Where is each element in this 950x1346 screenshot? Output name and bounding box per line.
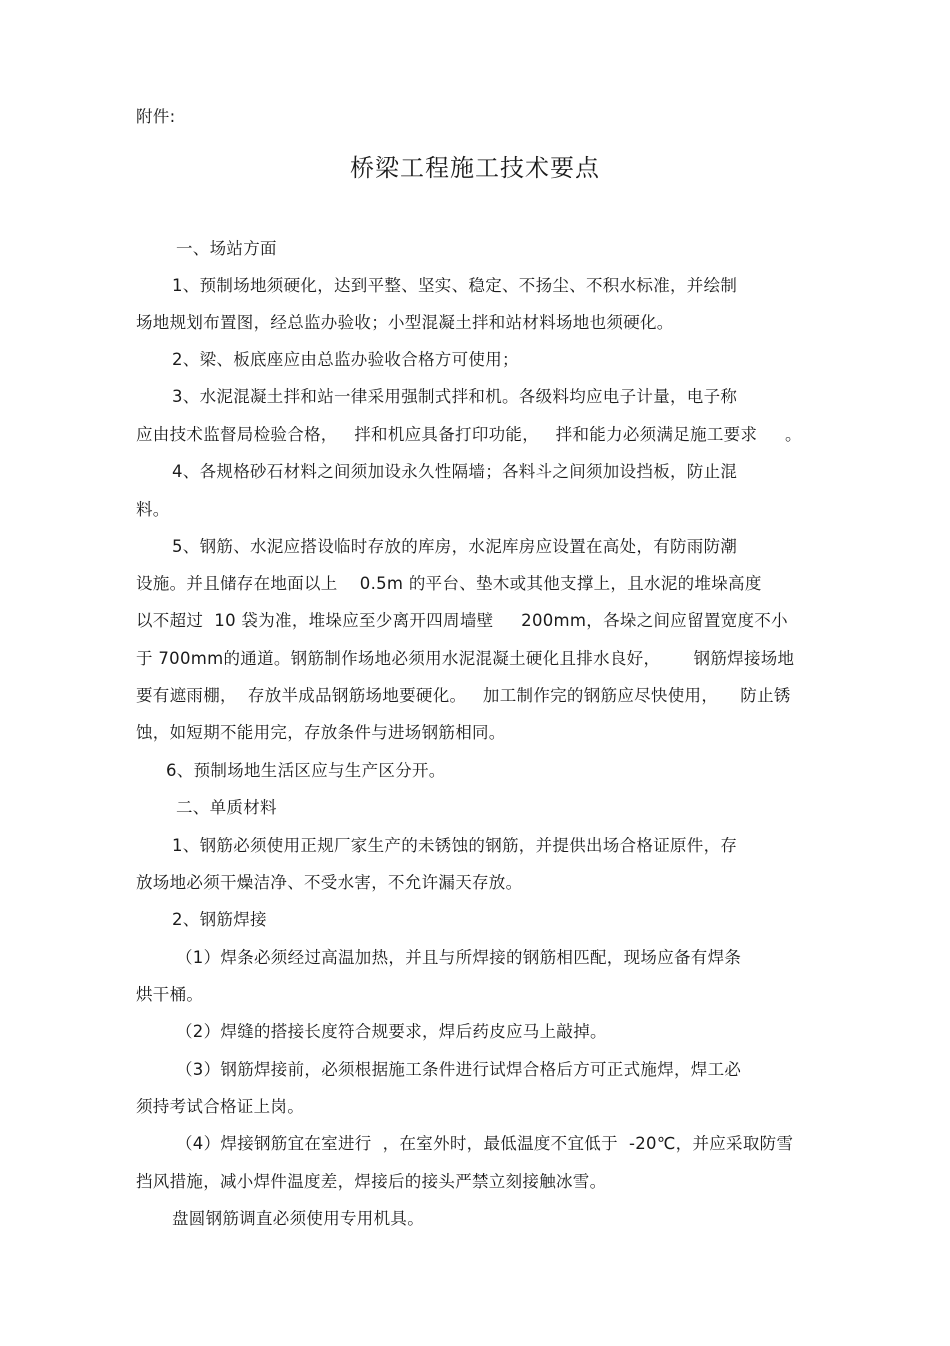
section-heading-site: 一、场站方面 bbox=[176, 239, 277, 258]
paragraph-line: 于 700mm的通道。钢筋制作场地必须用水泥混凝土硬化且排水良好， 钢筋焊接场地 bbox=[136, 649, 795, 668]
paragraph-line: 3、水泥混凝土拌和站一律采用强制式拌和机。各级料均应电子计量，电子称 bbox=[172, 387, 738, 406]
paragraph-line: 设施。并且储存在地面以上 0.5m 的平台、垫木或其他支撑上，且水泥的堆垛高度 bbox=[136, 574, 762, 593]
paragraph-line: 1、预制场地须硬化，达到平整、坚实、稳定、不扬尘、不积水标准，并绘制 bbox=[172, 276, 738, 295]
paragraph-line: （4）焊接钢筋宜在室进行 ，在室外时，最低温度不宜低于 -20℃，并应采取防雪 bbox=[176, 1134, 794, 1153]
document-title: 桥梁工程施工技术要点 bbox=[350, 154, 600, 182]
attachment-label: 附件: bbox=[136, 107, 176, 126]
paragraph-line: 应由技术监督局检验合格， 拌和机应具备打印功能， 拌和能力必须满足施工要求 。 bbox=[136, 425, 802, 444]
paragraph-line: （2）焊缝的搭接长度符合规要求，焊后药皮应马上敲掉。 bbox=[176, 1022, 607, 1041]
section-heading-materials: 二、单质材料 bbox=[176, 798, 277, 817]
paragraph-line: 料。 bbox=[136, 500, 170, 519]
paragraph-line: 盘圆钢筋调直必须使用专用机具。 bbox=[172, 1209, 424, 1228]
paragraph-line: 烘干桶。 bbox=[136, 985, 204, 1004]
paragraph-line: 须持考试合格证上岗。 bbox=[136, 1097, 304, 1116]
paragraph-line: （1）焊条必须经过高温加热，并且与所焊接的钢筋相匹配，现场应备有焊条 bbox=[176, 948, 742, 967]
paragraph-line: 4、各规格砂石材料之间须加设永久性隔墙；各料斗之间须加设挡板，防止混 bbox=[172, 462, 738, 481]
paragraph-line: 以不超过 10 袋为准，堆垛应至少离开四周墙壁 200mm，各垛之间应留置宽度不小 bbox=[136, 611, 788, 630]
paragraph-line: 放场地必须干燥洁净、不受水害，不允许漏天存放。 bbox=[136, 873, 523, 892]
subsection-heading: 2、钢筋焊接 bbox=[172, 910, 267, 929]
paragraph-line: （3）钢筋焊接前，必须根据施工条件进行试焊合格后方可正式施焊，焊工必 bbox=[176, 1060, 742, 1079]
paragraph-line: 蚀，如短期不能用完，存放条件与进场钢筋相同。 bbox=[136, 723, 506, 742]
paragraph-line: 5、钢筋、水泥应搭设临时存放的库房，水泥库房应设置在高处，有防雨防潮 bbox=[172, 537, 738, 556]
paragraph-line: 2、梁、板底座应由总监办验收合格方可使用； bbox=[172, 350, 519, 369]
paragraph-line: 场地规划布置图，经总监办验收；小型混凝土拌和站材料场地也须硬化。 bbox=[136, 313, 674, 332]
paragraph-line: 挡风措施，减小焊件温度差，焊接后的接头严禁立刻接触冰雪。 bbox=[136, 1172, 607, 1191]
paragraph-line: 6、预制场地生活区应与生产区分开。 bbox=[166, 761, 446, 780]
paragraph-line: 1、钢筋必须使用正规厂家生产的未锈蚀的钢筋，并提供出场合格证原件，存 bbox=[172, 836, 738, 855]
paragraph-line: 要有遮雨棚， 存放半成品钢筋场地要硬化。 加工制作完的钢筋应尽快使用， 防止锈 bbox=[136, 686, 791, 705]
